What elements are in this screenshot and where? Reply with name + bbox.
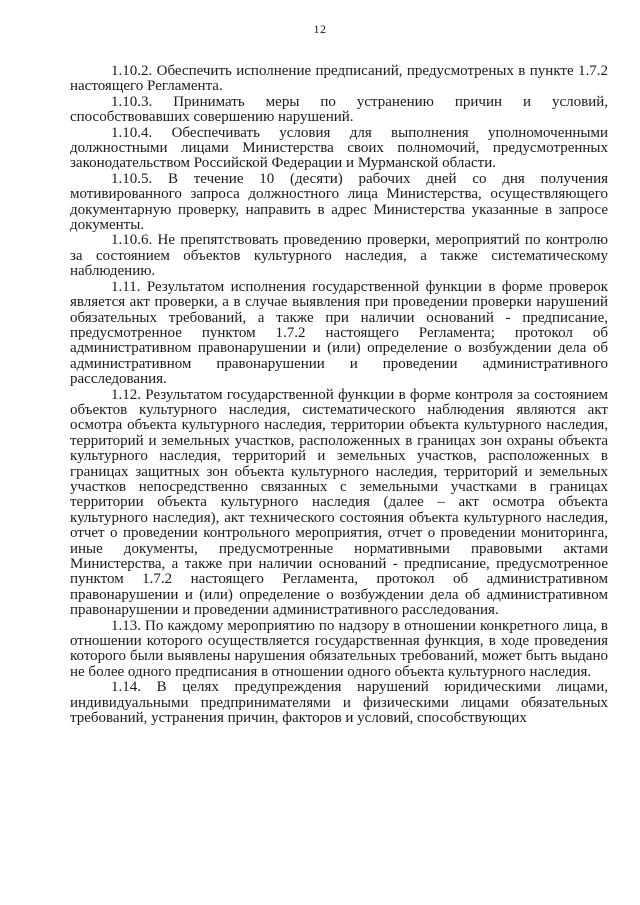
paragraph-1-10-4: 1.10.4. Обеспечивать условия для выполнения уполномоченными должностными лицами Министерства своих полномочий, предусмотренных законодательством Российской Федерации и Мурманской области. xyxy=(70,124,608,172)
paragraph-1-10-5: 1.10.5. В течение 10 (десяти) рабочих дней со дня получения мотивированного запроса должностного лица Министерства, осуществляющего документарную проверку, направить в адрес Министерства указанные в запросе документы. xyxy=(70,170,608,234)
paragraph-1-10-6: 1.10.6. Не препятствовать проведению проверки, мероприятий по контролю за состоянием объектов культурного наследия, а также систематическому наблюдению. xyxy=(70,232,608,280)
document-body xyxy=(70,64,608,726)
paragraph-1-13: 1.13. По каждому мероприятию по надзору в отношении конкретного лица, в отношении которого осуществляется государственная функция, в ходе проведения которого были выявлены нарушения обязательных требований, может быть выдано не более одного предписания в отношении одного объекта культурного наследия. xyxy=(70,617,608,680)
page-number: 12 xyxy=(313,22,327,36)
paragraph-1-11: 1.11. Результатом исполнения государственной функции в форме проверок является акт проверки, а в случае выявления при проведении проверки нарушений обязательных требований, а также при наличии оснований - предписание, предусмотренное пунктом 1.7.2 настоящего Регламента; протокол об административном правонарушении и (или) определение о возбуждении дела об административном правонарушении и проведении административного расследования. xyxy=(70,278,608,388)
paragraph-1-10-3: 1.10.3. Принимать меры по устранению причин и условий, способствовавших совершению нарушений. xyxy=(70,93,608,126)
paragraph-1-10-2: 1.10.2. Обеспечить исполнение предписаний, предусмотреных в пункте 1.7.2 настоящего Регламента. xyxy=(70,63,608,95)
paragraph-1-12: 1.12. Результатом государственной функции в форме контроля за состоянием объектов культурного наследия, систематического наблюдения являются акт осмотра объекта культурного наследия, территории объекта культурного наследия, территорий и земельных участков, расположенных в границах зон охраны объекта культурного наследия, территорий и земельных участков, расположенных в границах защитных зон объекта культурного наследия, территорий и земельных участков непосредственно связанных с земельными участками в границах территории объекта культурного наследия (далее – акт осмотра объекта культурного наследия), акт технического состояния объекта культурного наследия, отчет о проведении контрольного мероприятия, отчет о проведении мониторинга, иные документы, предусмотренные нормативными правовыми актами Министерства, а также при наличии оснований - предписание, предусмотренное пунктом 1.7.2 настоящего Регламента, протокол об административном правонарушении и (или) определение о возбуждении дела об административном правонарушении и проведении административного расследования. xyxy=(70,386,608,619)
paragraph-1-14: 1.14. В целях предупреждения нарушений юридическими лицами, индивидуальными предпринимателями и физическими лицами обязательных требований, устранения причин, факторов и условий, способствующих xyxy=(70,679,608,727)
